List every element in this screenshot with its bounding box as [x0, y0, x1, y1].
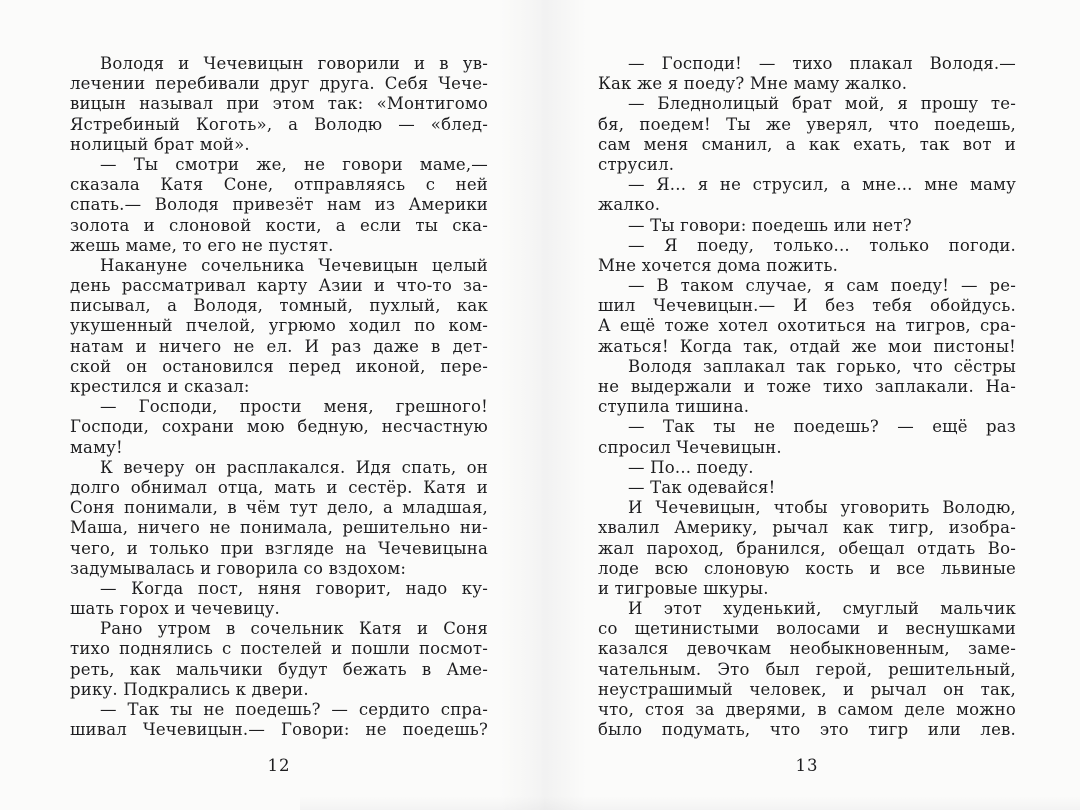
text-line: — Я... я не струсил, а мне... мне маму — [628, 175, 1016, 195]
text-line: казался девочкам необыкновенным, заме- — [598, 639, 1016, 659]
text-line: Рано утром в сочельник Катя и Соня — [100, 619, 488, 639]
page-left — [70, 0, 488, 810]
text-line: жаться! Когда так, отдай же мои пистоны! — [598, 336, 1016, 356]
text-line: — Господи! — тихо плакал Володя.— — [628, 54, 1016, 73]
text-line: жалко. — [598, 195, 661, 215]
text-line: — По... поеду. — [628, 457, 754, 477]
text-line: задумывалась и говорила со вздохом: — [70, 558, 407, 578]
text-line: спать.— Володя привезёт нам из Америки — [70, 195, 488, 215]
text-line: маму! — [70, 437, 123, 457]
page-right-text — [598, 54, 1016, 740]
text-line: спросил Чечевицын. — [598, 437, 782, 457]
text-line: И этот худенький, смуглый мальчик — [628, 599, 1016, 619]
text-line: золота и слоновой кости, а если ты ска- — [70, 215, 488, 235]
text-line: — Бледнолицый брат мой, я прошу те- — [628, 94, 1016, 114]
text-line: укушенный пчелой, угрюмо ходил по ком- — [70, 316, 488, 336]
text-line: лоде всю слоновую кость и все львиные — [598, 558, 1016, 578]
text-line: Ястребиный Коготь», а Володю — «блед- — [70, 114, 488, 134]
page-number-right: 13 — [795, 756, 819, 775]
text-line: Как же я поеду? Мне маму жалко. — [598, 74, 908, 94]
text-line: — В таком случае, я сам поеду! — ре- — [628, 276, 1016, 296]
text-line: рику. Подкрались к двери. — [70, 679, 309, 699]
text-line: чательным. Это был герой, решительный, — [598, 659, 1016, 679]
text-line: реть, как мальчики будут бежать в Аме- — [70, 659, 488, 679]
text-line: день рассматривал карту Азии и что-то за- — [70, 276, 488, 296]
text-line: — Ты смотри же, не говори маме,— — [100, 154, 488, 174]
text-line: жал пароход, бранился, обещал отдать Во- — [598, 538, 1016, 558]
text-line: И Чечевицын, чтобы уговорить Володю, — [628, 498, 1016, 518]
page-right — [598, 0, 1016, 810]
text-line: неустрашимый человек, и рычал он так, — [598, 679, 1016, 699]
text-line: шать горох и чечевицу. — [70, 599, 280, 619]
page-number-left: 12 — [267, 756, 291, 775]
text-line: долго обнимал отца, мать и сестёр. Катя и — [70, 477, 488, 497]
text-line: тихо поднялись с постелей и пошли посмот- — [70, 639, 488, 659]
text-line: бя, поедем! Ты же уверял, что поедешь, — [598, 114, 1016, 134]
text-line: и тигровые шкуры. — [598, 578, 769, 598]
text-line: лечении перебивали друг друга. Себя Чече- — [70, 74, 488, 94]
text-line: было подумать, что это тигр или лев. — [598, 720, 1016, 740]
text-line: А ещё тоже хотел охотиться на тигров, сра- — [598, 316, 1016, 336]
text-line: хвалил Америку, рычал как тигр, изобра- — [598, 518, 1016, 538]
text-line: писывал, а Володя, томный, пухлый, как — [70, 296, 488, 316]
text-line: — Я поеду, только... только погоди. — [628, 235, 1016, 255]
text-line: чего, и только при взгляде на Чечевицына — [70, 538, 488, 558]
text-line: натам и ничего не ел. И раз даже в дет- — [70, 336, 488, 356]
text-line: сказала Катя Соне, отправляясь с ней — [70, 175, 488, 195]
text-line: Господи, сохрани мою бедную, несчастную — [70, 417, 488, 437]
text-line: — Так ты не поедешь? — сердито спра- — [100, 700, 488, 719]
text-line: жешь маме, то его не пустят. — [70, 235, 334, 255]
text-line: нолицый брат мой». — [70, 134, 250, 154]
text-line: — Ты говори: поедешь или нет? — [628, 215, 912, 235]
text-line: — Так ты не поедешь? — ещё раз — [628, 417, 1016, 437]
page-left-text — [70, 54, 488, 740]
text-line: Володя и Чечевицын говорили и в ув- — [100, 54, 488, 73]
text-line: — Так одевайся! — [628, 477, 776, 497]
text-line: Мне хочется дома пожить. — [598, 255, 839, 275]
text-line: К вечеру он расплакался. Идя спать, он — [100, 457, 488, 477]
text-line: струсил. — [598, 154, 675, 174]
text-line: ской он остановился перед иконой, пере- — [70, 356, 488, 376]
text-line: Накануне сочельника Чечевицын целый — [100, 255, 488, 275]
text-line: Соня понимали, в чём тут дело, а младшая, — [70, 498, 488, 518]
text-line: вицын называл при этом так: «Монтигомо — [70, 94, 488, 114]
text-line: — Когда пост, няня говорит, надо ку- — [100, 578, 488, 598]
text-line: шивал Чечевицын.— Говори: не поедешь? — [70, 720, 488, 740]
text-line: шил Чечевицын.— И без тебя обойдусь. — [598, 296, 1016, 316]
text-line: крестился и сказал: — [70, 377, 250, 396]
text-line: не выдержали и тоже тихо заплакали. На- — [598, 377, 1016, 396]
text-line: Маша, ничего не понимала, решительно ни- — [70, 518, 488, 538]
text-line: сам меня сманил, а как ехать, так вот и — [598, 134, 1016, 154]
text-line: что, стоя за дверями, в самом деле можно — [598, 700, 1016, 719]
text-line: — Господи, прости меня, грешного! — [100, 397, 488, 417]
text-line: ступила тишина. — [598, 397, 750, 417]
text-line: со щетинистыми волосами и веснушками — [598, 619, 1016, 639]
gutter-shadow — [500, 0, 586, 810]
text-line: Володя заплакал так горько, что сёстры — [628, 356, 1016, 376]
